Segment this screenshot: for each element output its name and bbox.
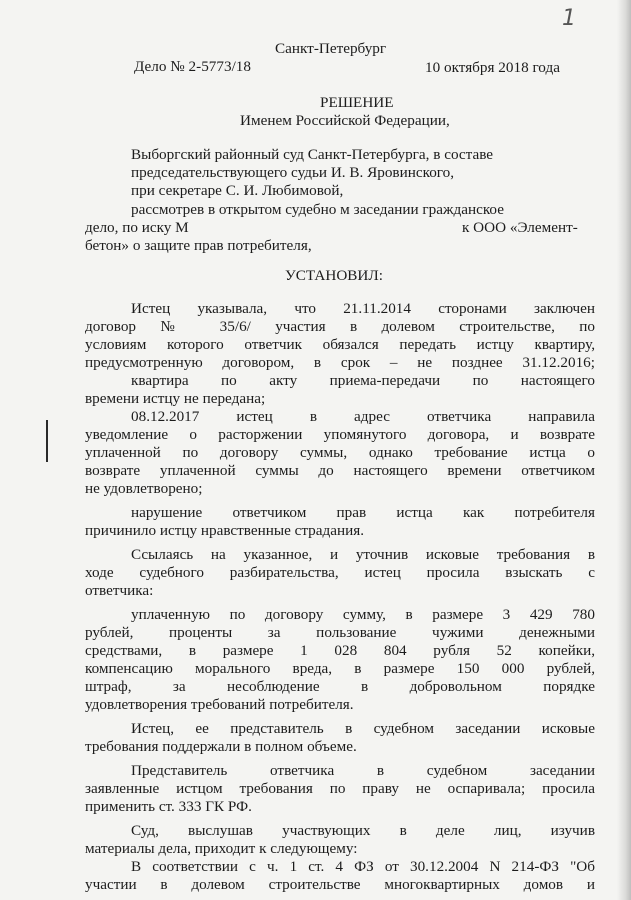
- scan-margin-mark: [46, 420, 48, 462]
- body-line: времени истцу не передана;: [85, 390, 266, 407]
- body-line: заявленные истцом требования по праву не оспаривала; просила: [85, 780, 595, 797]
- body-line: квартира по акту приема-передачи по настоящего: [131, 372, 595, 389]
- body-line: участии в долевом строительстве многоквартирных домов и: [85, 876, 595, 893]
- body-line: рублей, проценты за пользование чужими денежными: [85, 624, 595, 641]
- body-line: Ссылаясь на указанное, и уточнив исковые требования в: [131, 546, 595, 563]
- established-heading: УСТАНОВИЛ:: [285, 267, 383, 284]
- body-line: условиям которого ответчик обязался передать истцу квартиру,: [85, 336, 595, 353]
- body-line: причинило истцу нравственные страдания.: [85, 522, 365, 539]
- body-line: уплаченной по договору суммы, однако требование истца о: [85, 444, 595, 461]
- body-line: Истец, ее представитель в судебном заседании исковые: [131, 720, 595, 737]
- scan-shadow-edge: [617, 0, 631, 900]
- body-line: применить ст. 333 ГК РФ.: [85, 798, 252, 815]
- intro-line: Выборгский районный суд Санкт-Петербурга, в составе: [131, 146, 494, 163]
- body-line: удовлетворения требований потребителя.: [85, 696, 354, 713]
- body-line: Истец указывала, что 21.11.2014 сторонами заключен: [131, 300, 595, 317]
- body-line: не удовлетворено;: [85, 480, 203, 497]
- in-name-of-rf: Именем Российской Федерации,: [240, 112, 450, 129]
- header-case-number: Дело № 2-5773/18: [134, 58, 251, 75]
- body-line: В соответствии с ч. 1 ст. 4 ФЗ от 30.12.2004 N 214-ФЗ "Об: [131, 858, 595, 875]
- body-line: Суд, выслушав участвующих в деле лиц, изучив: [131, 822, 595, 839]
- body-line: возврате уплаченной суммы до настоящего времени ответчиком: [85, 462, 595, 479]
- body-line: штраф, за несоблюдение в добровольном порядке: [85, 678, 595, 695]
- body-line: требования поддержали в полном объеме.: [85, 738, 357, 755]
- body-line: предусмотренную договором, в срок – не позднее 31.12.2016;: [85, 354, 595, 371]
- body-line: договор № 35/6/ участия в долевом строительстве, по: [85, 318, 595, 335]
- body-line: компенсацию морального вреда, в размере 150 000 рублей,: [85, 660, 595, 677]
- header-date: 10 октября 2018 года: [425, 59, 560, 76]
- header-city: Санкт-Петербург: [275, 40, 387, 57]
- body-line: ходе судебного разбирательства, истец просила взыскать с: [85, 564, 595, 581]
- intro-line: при секретаре С. И. Любимовой,: [131, 182, 344, 199]
- handwritten-page-number: 1: [562, 6, 576, 31]
- body-line: нарушение ответчиком прав истца как потребителя: [131, 504, 595, 521]
- intro-line: бетон» о защите прав потребителя,: [85, 237, 312, 254]
- intro-line: председательствующего судьи И. В. Яровинского,: [131, 164, 455, 181]
- intro-line: рассмотрев в открытом судебно м заседании гражданское: [131, 201, 504, 218]
- body-line: уплаченную по договору сумму, в размере 3 429 780: [131, 606, 595, 623]
- intro-line: к ООО «Элемент-: [462, 219, 578, 236]
- decision-title: РЕШЕНИЕ: [320, 94, 394, 111]
- body-line: 08.12.2017 истец в адрес ответчика направила: [131, 408, 595, 425]
- body-line: материалы дела, приходит к следующему:: [85, 840, 358, 857]
- body-line: Представитель ответчика в судебном заседании: [131, 762, 595, 779]
- body-line: уведомление о расторжении упомянутого договора, и возврате: [85, 426, 595, 443]
- intro-line: дело, по иску М: [85, 219, 189, 236]
- body-line: средствами, в размере 1 028 804 рубля 52 копейки,: [85, 642, 595, 659]
- body-line: ответчика:: [85, 582, 154, 599]
